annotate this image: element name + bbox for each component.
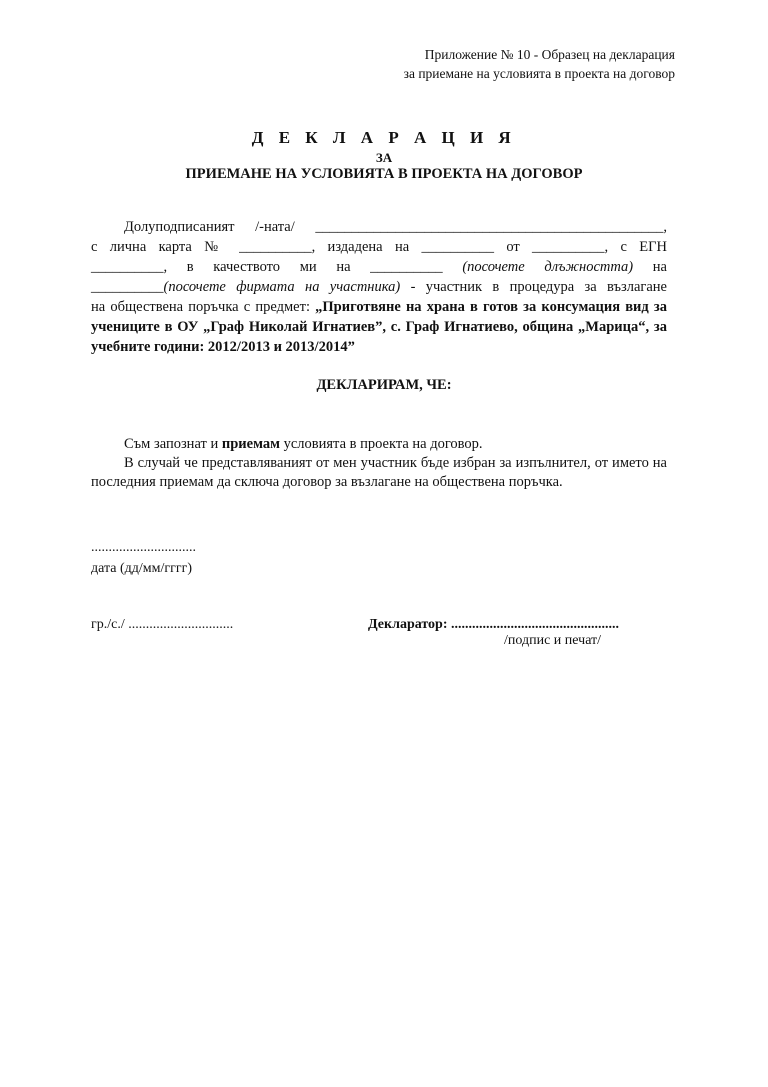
appendix-line-2: за приемане на условията в проекта на договор <box>403 66 675 81</box>
appendix-line-1: Приложение № 10 - Образец на декларация <box>424 47 675 62</box>
intro-line-2: с лична карта № __________, издадена на __________ от __________, с ЕГН <box>91 239 667 255</box>
declarator-line <box>368 617 619 633</box>
intro-line-1: Долуподписаният /-ната/ ________________________________________________, <box>124 219 667 235</box>
subject-lead: на обществена поръчка с предмет: <box>91 299 316 315</box>
declarator-dots: ................................................ <box>451 617 620 632</box>
intro-line-3 <box>91 257 667 277</box>
intro-line-4-text: __________ <box>91 279 164 295</box>
company-hint: (посочете фирмата на участника) <box>163 279 401 295</box>
city-line: гр./с./ .............................. <box>91 617 234 632</box>
intro-subject <box>91 297 667 357</box>
date-dots: .............................. <box>91 540 196 555</box>
statement-paragraph <box>91 435 667 492</box>
date-label: дата (дд/мм/гггг) <box>91 561 193 576</box>
intro-line-3-end: на <box>633 259 667 275</box>
procurement-subject: „Приготвяне на храна в готов за консумация вид за учениците в ОУ „Граф Николай Игнатиев”, с. Граф Игнатиево, община „Марица“, за учебните години: 2012/2013 и 2013/2014” <box>91 299 667 355</box>
title-za: ЗА <box>375 150 393 165</box>
intro-paragraph <box>91 217 667 357</box>
declare-heading: ДЕКЛАРИРАМ, ЧЕ: <box>316 377 452 393</box>
statement-1 <box>91 435 667 454</box>
signature-label: /подпис и печат/ <box>504 633 602 648</box>
statement-2: В случай че представляваният от мен участник бъде избран за изпълнител, от името на последния приемам да сключа договор за възлагане на обществена поръчка. <box>91 455 667 490</box>
statement-1-a: Съм запознат и <box>124 436 222 452</box>
document-title: Д Е К Л А Р А Ц И Я <box>251 128 517 147</box>
position-hint: (посочете длъжността) <box>462 259 634 275</box>
intro-line-4-end: - участник в процедура за възлагане <box>400 279 667 295</box>
intro-line-4 <box>91 277 667 297</box>
intro-line-3-text: __________, в качеството ми на __________ <box>91 259 463 275</box>
declarator-label: Декларатор: <box>368 617 452 632</box>
statement-1-b: условията в проекта на договор. <box>279 436 483 452</box>
document-subtitle: ПРИЕМАНЕ НА УСЛОВИЯТА В ПРОЕКТА НА ДОГОВОР <box>185 166 583 182</box>
appendix-caption <box>404 45 675 83</box>
statement-1-bold: приемам <box>221 436 280 452</box>
